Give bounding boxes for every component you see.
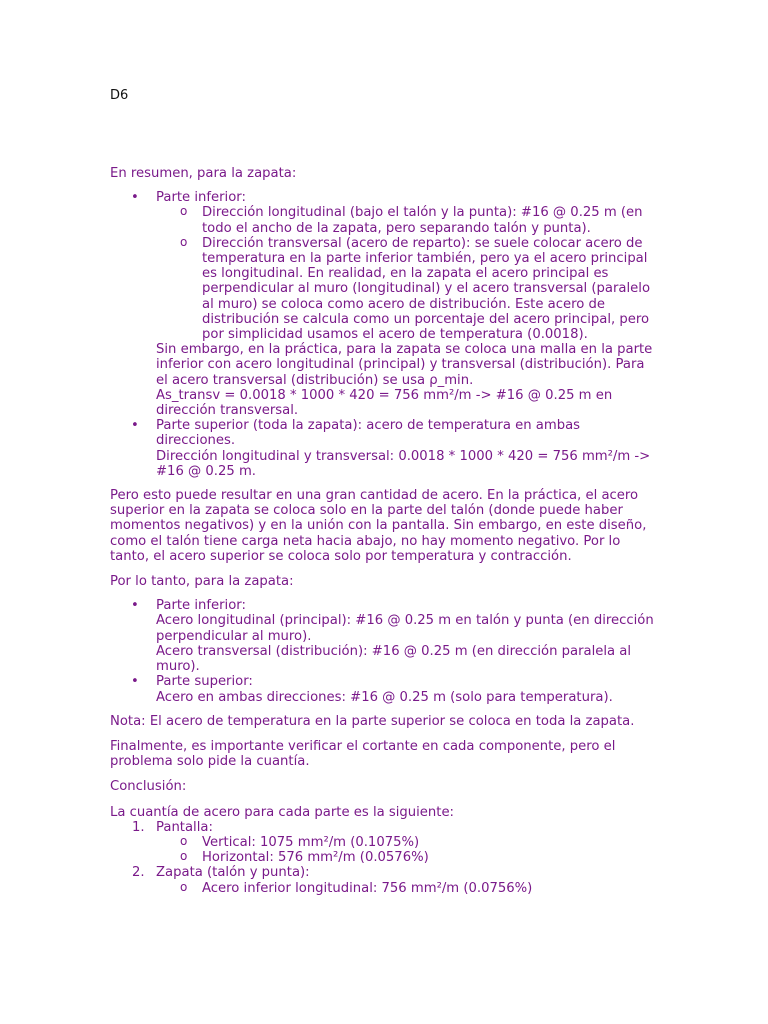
page-label: D6	[110, 88, 129, 103]
bullet-icon: •	[131, 418, 139, 434]
bullet-list-summary	[110, 190, 660, 479]
conclusion-heading: Conclusión:	[110, 779, 187, 795]
list-item-text: Acero inferior longitudinal: 756 mm²/m (0.0756%)	[202, 880, 533, 896]
list-item-title: Parte inferior:	[156, 190, 246, 206]
bullet-icon: •	[131, 598, 139, 614]
list-item-text: Sin embargo, en la práctica, para la zapata se coloca una malla en la parte inferior con acero longitudinal (principal) y transversal (distribución). Para el acero transversal (distribución) se usa ρ_min.	[156, 342, 653, 388]
paragraph: Finalmente, es importante verificar el cortante en cada componente, pero el problema solo pide la cuantía.	[110, 738, 616, 770]
sub-bullet-icon: o	[180, 833, 188, 848]
list-item-text: Dirección longitudinal y transversal: 0.0018 * 1000 * 420 = 756 mm²/m -> #16 @ 0.25 m.	[156, 448, 651, 479]
list-item-title: Zapata (talón y punta):	[156, 865, 310, 881]
list-item	[110, 205, 660, 235]
list-item-title: Parte superior:	[156, 674, 253, 690]
bullet-icon: •	[131, 190, 139, 206]
list-item-text: As_transv = 0.0018 * 1000 * 420 = 756 mm²/m -> #16 @ 0.25 m en dirección transversal.	[156, 387, 613, 419]
list-item-title: Parte inferior:	[156, 598, 246, 614]
note-text: Nota: El acero de temperatura en la parte superior se coloca en toda la zapata.	[110, 713, 635, 729]
sub-bullet-icon: o	[180, 849, 188, 864]
conclusion-intro: La cuantía de acero para cada parte es la siguiente:	[110, 804, 455, 820]
list-item	[110, 820, 660, 835]
list-item-continuation	[110, 613, 660, 643]
sub-bullet-icon: o	[180, 234, 188, 249]
intro-text: En resumen, para la zapata:	[110, 166, 297, 181]
list-item-text: Acero transversal (distribución): #16 @ 0.25 m (en dirección paralela al muro).	[156, 643, 632, 675]
list-item-text: Horizontal: 576 mm²/m (0.0576%)	[202, 850, 429, 866]
list-item-continuation	[110, 388, 660, 418]
list-item-title: Parte superior (toda la zapata): acero de temperatura en ambas direcciones.	[156, 418, 581, 449]
list-item	[110, 418, 660, 448]
list-item-text: Acero longitudinal (principal): #16 @ 0.25 m en talón y punta (en dirección perpendicular al muro).	[156, 613, 654, 644]
list-item-continuation	[110, 690, 660, 705]
list-item-text: Dirección transversal (acero de reparto): se suele colocar acero de temperatura en la parte inferior también, pero ya el acero principal es longitudinal. En realidad, en la zapata el acero principal es perpendicular al muro (longitudinal) y el acero transversal (paralelo al muro) se coloca como acero de distribución. Este acero de distribución se calcula como un porcentaje del acero principal, pero por simplicidad usamos el acero de temperatura (0.0018).	[202, 235, 651, 343]
bullet-list-zapata	[110, 598, 660, 704]
list-number: 1.	[132, 819, 145, 835]
list-item-text: Acero en ambas direcciones: #16 @ 0.25 m (solo para temperatura).	[156, 689, 613, 705]
list-item	[110, 835, 660, 850]
document-body	[110, 166, 660, 896]
list-item	[110, 598, 660, 613]
list-item-continuation	[110, 644, 660, 674]
list-item	[110, 674, 660, 689]
list-item	[110, 236, 660, 342]
paragraph: Por lo tanto, para la zapata:	[110, 574, 294, 590]
list-item-text: Dirección longitudinal (bajo el talón y la punta): #16 @ 0.25 m (en todo el ancho de la zapata, pero separando talón y punta).	[202, 205, 643, 236]
list-item-text: Vertical: 1075 mm²/m (0.1075%)	[202, 834, 420, 850]
bullet-icon: •	[131, 674, 139, 690]
list-item	[110, 190, 660, 205]
list-item	[110, 881, 660, 896]
sub-bullet-icon: o	[180, 879, 188, 894]
list-item-title: Pantalla:	[156, 819, 213, 835]
paragraph: Pero esto puede resultar en una gran cantidad de acero. En la práctica, el acero superior en la zapata se coloca solo en la parte del talón (donde puede haber momentos negativos) y en la unión con la pantalla. Sin embargo, en este diseño, como el talón tiene carga neta hacia abajo, no hay momento negativo. Por lo tanto, el acero superior se coloca solo por temperatura y contracción.	[110, 488, 647, 564]
sub-bullet-icon: o	[180, 204, 188, 219]
list-number: 2.	[132, 865, 145, 881]
list-item	[110, 865, 660, 880]
list-item	[110, 850, 660, 865]
list-item-continuation	[110, 449, 660, 479]
list-item-continuation	[110, 342, 660, 388]
numbered-list-conclusion	[110, 820, 660, 896]
